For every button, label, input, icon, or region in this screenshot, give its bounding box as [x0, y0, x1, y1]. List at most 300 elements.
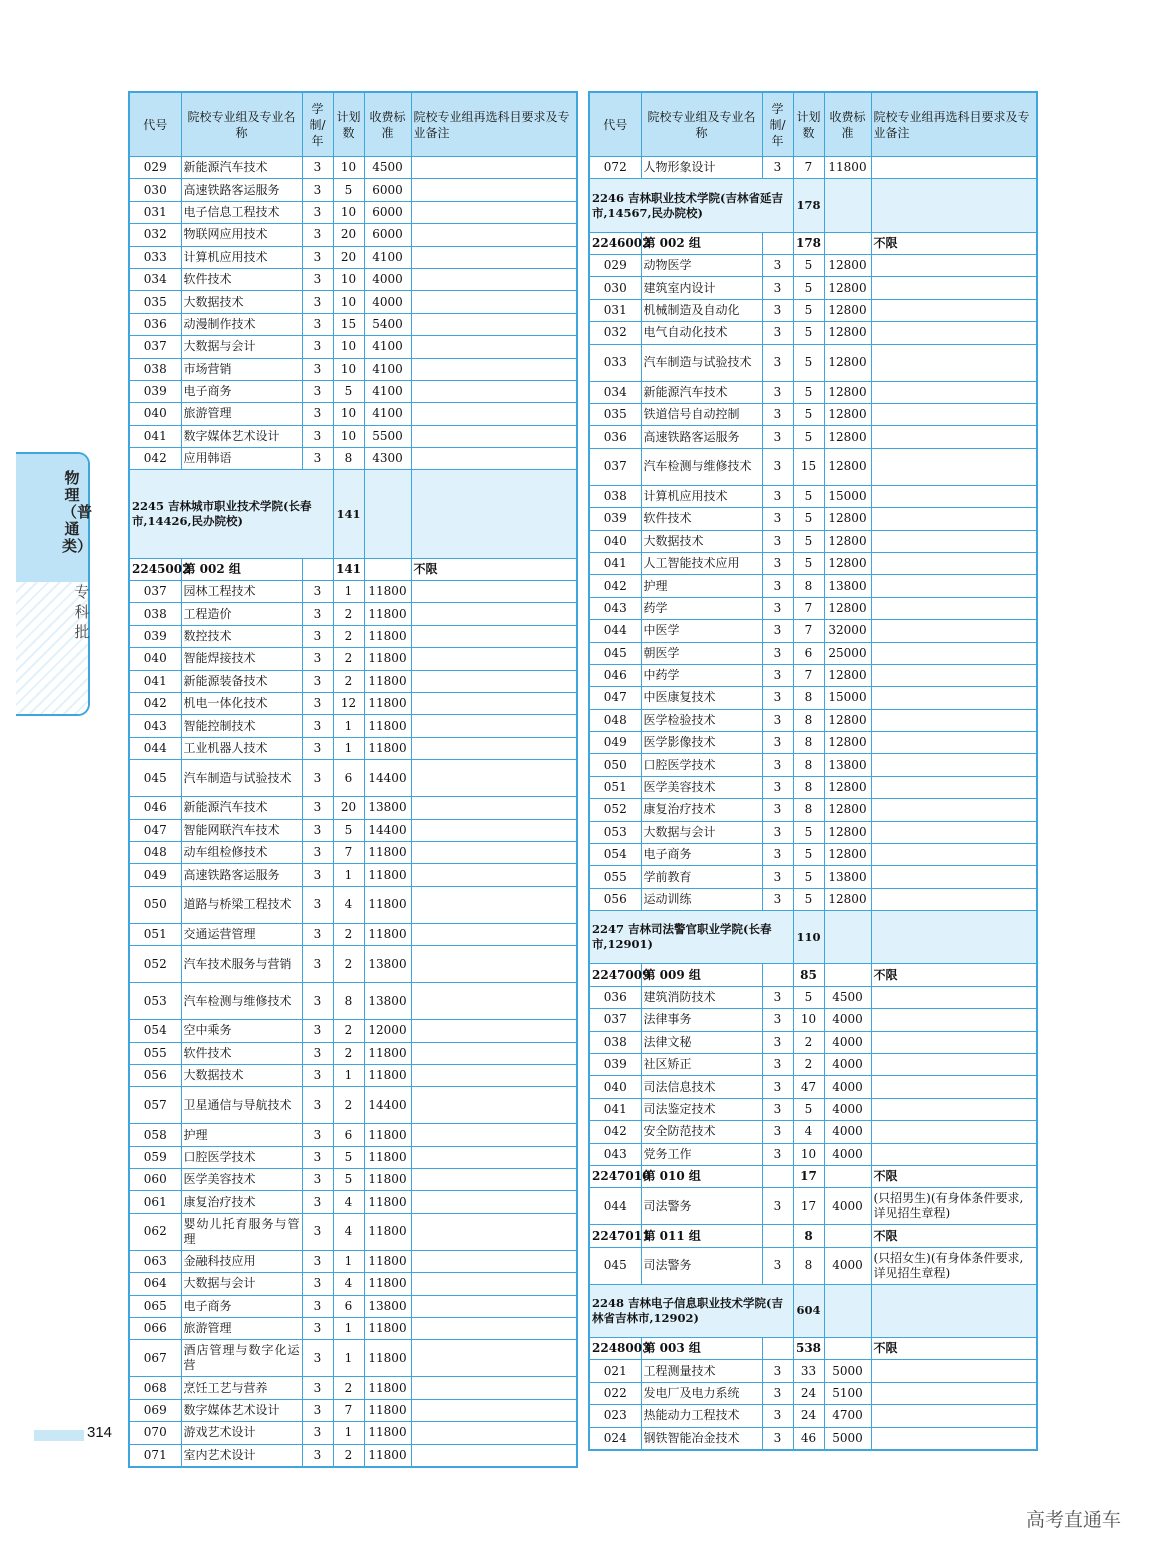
major-code: 021 [589, 1360, 641, 1382]
major-code: 049 [129, 864, 181, 886]
group-fee-empty [824, 1338, 871, 1360]
major-code: 060 [129, 1169, 181, 1191]
major-years: 3 [302, 1399, 333, 1421]
major-row [589, 799, 1037, 821]
group-requirement: 不限 [871, 1338, 1037, 1360]
major-plan: 1 [333, 864, 364, 886]
major-code: 040 [589, 530, 641, 552]
major-note [871, 597, 1037, 619]
major-name: 软件技术 [641, 508, 762, 530]
major-name: 司法鉴定技术 [641, 1098, 762, 1120]
major-note [871, 1382, 1037, 1404]
major-fee: 4100 [364, 380, 411, 402]
major-years: 3 [302, 886, 333, 923]
major-years: 3 [762, 508, 793, 530]
major-row [589, 575, 1037, 597]
group-requirement: 不限 [871, 1225, 1037, 1247]
major-code: 047 [129, 819, 181, 841]
major-years: 3 [302, 448, 333, 470]
major-row [129, 380, 577, 402]
major-years: 3 [762, 1427, 793, 1450]
major-code: 044 [589, 620, 641, 642]
major-note [871, 844, 1037, 866]
major-name: 大数据与会计 [181, 336, 302, 358]
major-name: 电气自动化技术 [641, 322, 762, 344]
major-fee: 11800 [364, 1399, 411, 1421]
major-plan: 8 [793, 754, 824, 776]
school-plan-total: 604 [793, 1284, 824, 1337]
major-name: 计算机应用技术 [181, 246, 302, 268]
header-years: 学制/年 [302, 92, 333, 157]
major-row [129, 1399, 577, 1421]
major-years: 3 [302, 380, 333, 402]
school-plan-total: 178 [793, 179, 824, 232]
major-code: 059 [129, 1146, 181, 1168]
major-plan: 1 [333, 1318, 364, 1340]
major-note: (只招女生)(有身体条件要求,详见招生章程) [871, 1247, 1037, 1284]
major-note [871, 381, 1037, 403]
major-row [129, 201, 577, 223]
major-code: 042 [589, 1121, 641, 1143]
major-years: 3 [302, 1422, 333, 1444]
major-row [589, 426, 1037, 448]
group-requirement: 不限 [871, 1165, 1037, 1187]
school-note-empty [871, 1284, 1037, 1337]
major-row [129, 448, 577, 470]
major-code: 043 [589, 597, 641, 619]
header-plan: 计划数 [793, 92, 824, 157]
group-requirement: 不限 [871, 964, 1037, 986]
major-code: 040 [589, 1076, 641, 1098]
major-note [411, 693, 577, 715]
major-row [129, 1169, 577, 1191]
major-plan: 2 [333, 603, 364, 625]
major-note [411, 1064, 577, 1086]
major-code: 039 [129, 625, 181, 647]
side-tab [16, 452, 93, 716]
major-name: 机械制造及自动化 [641, 299, 762, 321]
group-row [129, 558, 577, 580]
table-body-right [589, 157, 1037, 1451]
major-name: 动车组检修技术 [181, 841, 302, 863]
major-code: 038 [129, 603, 181, 625]
major-row [129, 760, 577, 797]
major-fee: 12800 [824, 344, 871, 381]
major-row [129, 1124, 577, 1146]
major-years: 3 [762, 1098, 793, 1120]
major-name: 数字媒体艺术设计 [181, 1399, 302, 1421]
major-name: 新能源装备技术 [181, 670, 302, 692]
major-name: 党务工作 [641, 1143, 762, 1165]
major-code: 041 [589, 1098, 641, 1120]
major-code: 022 [589, 1382, 641, 1404]
major-fee: 11800 [364, 693, 411, 715]
major-row [129, 670, 577, 692]
major-fee: 4000 [824, 1098, 871, 1120]
major-code: 068 [129, 1377, 181, 1399]
major-fee: 11800 [364, 1250, 411, 1272]
major-plan: 2 [333, 946, 364, 983]
major-row [589, 1098, 1037, 1120]
major-name: 汽车制造与试验技术 [181, 760, 302, 797]
major-note [871, 448, 1037, 485]
major-name: 电子商务 [641, 844, 762, 866]
major-row [129, 581, 577, 603]
major-years: 3 [302, 737, 333, 759]
group-plan-total: 17 [793, 1165, 824, 1187]
major-name: 大数据技术 [181, 291, 302, 313]
group-fee-empty [824, 232, 871, 254]
major-note [871, 277, 1037, 299]
major-name: 康复治疗技术 [641, 799, 762, 821]
major-row [129, 864, 577, 886]
major-plan: 2 [333, 923, 364, 945]
major-years: 3 [762, 709, 793, 731]
major-name: 高速铁路客运服务 [641, 426, 762, 448]
major-name: 口腔医学技术 [641, 754, 762, 776]
major-row [129, 1340, 577, 1377]
major-code: 062 [129, 1213, 181, 1250]
major-plan: 2 [333, 1020, 364, 1042]
group-fee-empty [364, 558, 411, 580]
major-name: 人物形象设计 [641, 157, 762, 179]
major-row [589, 448, 1037, 485]
major-name: 口腔医学技术 [181, 1146, 302, 1168]
major-row [129, 336, 577, 358]
major-row [589, 709, 1037, 731]
major-row [589, 1382, 1037, 1404]
major-plan: 8 [793, 1247, 824, 1284]
major-fee: 11800 [364, 715, 411, 737]
major-fee: 15000 [824, 485, 871, 507]
major-row [129, 819, 577, 841]
major-note [411, 179, 577, 201]
group-code: 2245002 [129, 558, 181, 580]
major-note [411, 1146, 577, 1168]
major-plan: 5 [793, 844, 824, 866]
major-note [871, 1405, 1037, 1427]
major-code: 061 [129, 1191, 181, 1213]
major-code: 029 [589, 255, 641, 277]
major-plan: 4 [333, 1191, 364, 1213]
major-fee: 11800 [364, 1422, 411, 1444]
major-code: 036 [589, 426, 641, 448]
major-fee: 12800 [824, 530, 871, 552]
major-name: 市场营销 [181, 358, 302, 380]
major-name: 智能控制技术 [181, 715, 302, 737]
major-note [871, 322, 1037, 344]
major-note [871, 1427, 1037, 1450]
major-note [411, 224, 577, 246]
major-name: 动漫制作技术 [181, 313, 302, 335]
major-note [871, 1098, 1037, 1120]
major-note [411, 715, 577, 737]
major-fee: 4100 [364, 403, 411, 425]
major-note [411, 670, 577, 692]
major-plan: 7 [793, 664, 824, 686]
major-years: 3 [302, 1273, 333, 1295]
school-note-empty [871, 179, 1037, 232]
major-fee: 12800 [824, 732, 871, 754]
major-note [411, 1273, 577, 1295]
group-name: 第 009 组 [641, 964, 762, 986]
major-code: 053 [589, 821, 641, 843]
major-plan: 10 [793, 1009, 824, 1031]
major-plan: 5 [793, 344, 824, 381]
major-fee: 11800 [364, 1273, 411, 1295]
major-name: 建筑消防技术 [641, 986, 762, 1008]
major-code: 047 [589, 687, 641, 709]
admission-table-left [128, 91, 578, 1468]
major-years: 3 [302, 1213, 333, 1250]
major-note [871, 552, 1037, 574]
major-fee: 12800 [824, 508, 871, 530]
major-fee: 11800 [364, 1340, 411, 1377]
major-name: 金融科技应用 [181, 1250, 302, 1272]
major-name: 汽车检测与维修技术 [181, 983, 302, 1020]
major-years: 3 [762, 299, 793, 321]
major-code: 051 [589, 776, 641, 798]
major-note [411, 760, 577, 797]
major-note [411, 1295, 577, 1317]
major-plan: 15 [333, 313, 364, 335]
major-plan: 5 [793, 530, 824, 552]
major-plan: 8 [793, 575, 824, 597]
major-name: 空中乘务 [181, 1020, 302, 1042]
major-years: 3 [302, 693, 333, 715]
major-fee: 12800 [824, 448, 871, 485]
major-years: 3 [302, 760, 333, 797]
major-fee: 12800 [824, 844, 871, 866]
major-code: 045 [589, 1247, 641, 1284]
group-years-empty [762, 964, 793, 986]
major-note [411, 923, 577, 945]
major-plan: 5 [793, 322, 824, 344]
major-plan: 7 [793, 620, 824, 642]
major-plan: 5 [793, 888, 824, 910]
major-name: 工程测量技术 [641, 1360, 762, 1382]
major-plan: 8 [333, 448, 364, 470]
major-years: 3 [762, 552, 793, 574]
major-row [129, 841, 577, 863]
major-years: 3 [302, 1020, 333, 1042]
major-row [129, 797, 577, 819]
major-plan: 8 [793, 799, 824, 821]
header-name: 院校专业组及专业名称 [181, 92, 302, 157]
major-code: 058 [129, 1124, 181, 1146]
major-note [411, 448, 577, 470]
major-row [129, 313, 577, 335]
major-fee: 4000 [824, 1247, 871, 1284]
table-header [589, 92, 1037, 157]
major-row [589, 1360, 1037, 1382]
major-note [411, 819, 577, 841]
major-row [589, 1031, 1037, 1053]
major-code: 064 [129, 1273, 181, 1295]
header-notes: 院校专业组再选科目要求及专业备注 [871, 92, 1037, 157]
major-fee: 12800 [824, 404, 871, 426]
major-code: 032 [589, 322, 641, 344]
major-name: 工业机器人技术 [181, 737, 302, 759]
school-fee-empty [824, 1284, 871, 1337]
major-note [411, 1191, 577, 1213]
group-row [589, 1165, 1037, 1187]
major-fee: 12800 [824, 799, 871, 821]
major-years: 3 [762, 530, 793, 552]
major-name: 康复治疗技术 [181, 1191, 302, 1213]
major-note [411, 737, 577, 759]
major-fee: 11800 [364, 923, 411, 945]
major-name: 工程造价 [181, 603, 302, 625]
major-fee: 12800 [824, 299, 871, 321]
major-fee: 11800 [824, 157, 871, 179]
major-row [589, 597, 1037, 619]
major-note [411, 581, 577, 603]
major-plan: 6 [333, 1295, 364, 1317]
major-note [411, 380, 577, 402]
major-plan: 5 [793, 485, 824, 507]
major-code: 038 [589, 1031, 641, 1053]
major-code: 043 [589, 1143, 641, 1165]
major-name: 交通运营管理 [181, 923, 302, 945]
major-fee: 4500 [364, 157, 411, 179]
header-fee: 收费标准 [824, 92, 871, 157]
major-code: 071 [129, 1444, 181, 1467]
major-row [589, 620, 1037, 642]
major-row [589, 1427, 1037, 1450]
major-plan: 7 [333, 841, 364, 863]
header-code: 代号 [129, 92, 181, 157]
major-plan: 5 [333, 1146, 364, 1168]
major-years: 3 [302, 625, 333, 647]
major-row [129, 946, 577, 983]
major-plan: 6 [793, 642, 824, 664]
major-fee: 13800 [364, 983, 411, 1020]
major-row [129, 1020, 577, 1042]
major-row [129, 358, 577, 380]
major-years: 3 [762, 732, 793, 754]
major-years: 3 [302, 670, 333, 692]
major-row [589, 1405, 1037, 1427]
major-code: 039 [589, 508, 641, 530]
major-plan: 2 [793, 1031, 824, 1053]
major-row [129, 246, 577, 268]
major-name: 医学检验技术 [641, 709, 762, 731]
major-code: 030 [589, 277, 641, 299]
major-plan: 8 [793, 687, 824, 709]
major-name: 卫星通信与导航技术 [181, 1087, 302, 1124]
major-fee: 12800 [824, 776, 871, 798]
major-plan: 33 [793, 1360, 824, 1382]
major-code: 041 [129, 425, 181, 447]
admission-table-right [588, 91, 1038, 1451]
major-plan: 7 [793, 597, 824, 619]
major-name: 护理 [641, 575, 762, 597]
major-name: 新能源汽车技术 [181, 157, 302, 179]
major-row [589, 866, 1037, 888]
major-fee: 5000 [824, 1427, 871, 1450]
major-years: 3 [762, 1031, 793, 1053]
major-note [411, 1020, 577, 1042]
major-note [411, 201, 577, 223]
major-fee: 4300 [364, 448, 411, 470]
major-years: 3 [302, 841, 333, 863]
major-note [871, 709, 1037, 731]
major-years: 3 [762, 1360, 793, 1382]
major-fee: 11800 [364, 1169, 411, 1191]
major-row [589, 642, 1037, 664]
major-years: 3 [302, 358, 333, 380]
major-row [589, 404, 1037, 426]
group-code: 2247010 [589, 1165, 641, 1187]
major-plan: 2 [333, 670, 364, 692]
major-plan: 10 [333, 425, 364, 447]
major-years: 3 [762, 1121, 793, 1143]
major-years: 3 [762, 1247, 793, 1284]
major-code: 042 [129, 448, 181, 470]
major-name: 社区矫正 [641, 1054, 762, 1076]
major-name: 婴幼儿托育服务与管理 [181, 1213, 302, 1250]
major-code: 024 [589, 1427, 641, 1450]
major-note [411, 1169, 577, 1191]
school-note-empty [871, 911, 1037, 964]
major-years: 3 [302, 946, 333, 983]
major-plan: 46 [793, 1427, 824, 1450]
major-note [411, 291, 577, 313]
major-years: 3 [302, 581, 333, 603]
major-row [589, 381, 1037, 403]
major-note [871, 620, 1037, 642]
major-code: 069 [129, 1399, 181, 1421]
major-plan: 15 [793, 448, 824, 485]
major-name: 热能动力工程技术 [641, 1405, 762, 1427]
major-plan: 8 [793, 732, 824, 754]
major-years: 3 [762, 687, 793, 709]
major-row [129, 693, 577, 715]
major-note [411, 625, 577, 647]
major-fee: 4000 [364, 291, 411, 313]
major-years: 3 [302, 246, 333, 268]
major-years: 3 [762, 448, 793, 485]
major-name: 机电一体化技术 [181, 693, 302, 715]
major-note [871, 299, 1037, 321]
major-fee: 4000 [824, 1054, 871, 1076]
major-code: 050 [129, 886, 181, 923]
major-row [129, 1295, 577, 1317]
major-note [411, 246, 577, 268]
header-plan: 计划数 [333, 92, 364, 157]
major-years: 3 [302, 715, 333, 737]
major-name: 电子商务 [181, 1295, 302, 1317]
major-row [129, 1422, 577, 1444]
major-fee: 6000 [364, 224, 411, 246]
major-name: 人工智能技术应用 [641, 552, 762, 574]
group-name: 第 002 组 [641, 232, 762, 254]
major-code: 031 [589, 299, 641, 321]
major-fee: 11800 [364, 648, 411, 670]
major-fee: 11800 [364, 1124, 411, 1146]
major-plan: 5 [333, 819, 364, 841]
major-name: 中医学 [641, 620, 762, 642]
major-note [411, 1377, 577, 1399]
major-row [589, 1188, 1037, 1225]
major-note [411, 336, 577, 358]
major-row [589, 732, 1037, 754]
major-note [871, 426, 1037, 448]
major-fee: 12800 [824, 821, 871, 843]
major-name: 大数据与会计 [641, 821, 762, 843]
school-row [589, 911, 1037, 964]
